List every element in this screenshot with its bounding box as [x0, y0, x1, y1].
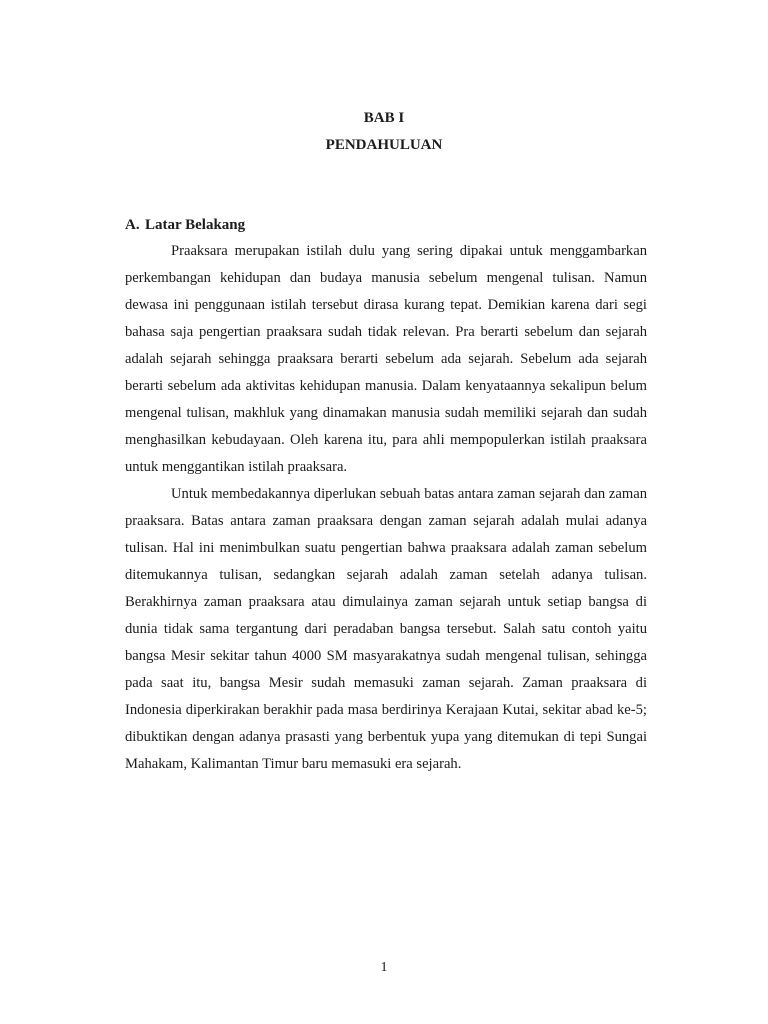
- text-line: perkembangan kehidupan dan budaya manusia sebelum mengenal tulisan. Namun: [125, 270, 647, 286]
- chapter-title: BAB I: [363, 110, 405, 126]
- text-line: Praaksara merupakan istilah dulu yang sering dipakai untuk menggambarkan: [171, 243, 647, 259]
- text-line: Indonesia diperkirakan berakhir pada masa berdirinya Kerajaan Kutai, sekitar abad ke-5;: [125, 702, 647, 718]
- text-line: Berakhirnya zaman praaksara atau dimulainya zaman sejarah untuk setiap bangsa di: [125, 594, 647, 610]
- chapter-subtitle: PENDAHULUAN: [325, 137, 443, 153]
- text-line: berarti sebelum ada aktivitas kehidupan manusia. Dalam kenyataannya sekalipun belum: [125, 378, 647, 394]
- text-line: tulisan. Hal ini menimbulkan suatu pengertian bahwa praaksara adalah zaman sebelum: [125, 540, 647, 556]
- text-line: mengenal tulisan, makhluk yang dinamakan manusia sudah memiliki sejarah dan sudah: [125, 405, 647, 421]
- text-line: menghasilkan kebudayaan. Oleh karena itu, para ahli mempopulerkan istilah praaksara: [125, 432, 647, 448]
- text-line: pada saat itu, bangsa Mesir sudah memasuki zaman sejarah. Zaman praaksara di: [125, 675, 647, 691]
- text-line: dunia tidak sama tergantung dari peradaban bangsa tersebut. Salah satu contoh yaitu: [125, 621, 647, 637]
- text-line: Mahakam, Kalimantan Timur baru memasuki era sejarah.: [125, 756, 462, 772]
- text-line: adalah sejarah sehingga praaksara berarti sebelum ada sejarah. Sebelum ada sejarah: [125, 351, 647, 367]
- text-line: dibuktikan dengan adanya prasasti yang berbentuk yupa yang ditemukan di tepi Sungai: [125, 729, 647, 745]
- text-line: ditemukannya tulisan, sedangkan sejarah adalah zaman setelah adanya tulisan.: [125, 567, 647, 583]
- text-line: praaksara. Batas antara zaman praaksara dengan zaman sejarah adalah mulai adanya: [125, 513, 647, 529]
- section-heading: [125, 217, 245, 234]
- text-line: Untuk membedakannya diperlukan sebuah batas antara zaman sejarah dan zaman: [171, 486, 647, 502]
- text-line: bangsa Mesir sekitar tahun 4000 SM masyarakatnya sudah mengenal tulisan, sehingga: [125, 648, 647, 664]
- section-number: A.: [125, 217, 140, 233]
- text-line: bahasa saja pengertian praaksara sudah tidak relevan. Pra berarti sebelum dan sejarah: [125, 324, 647, 340]
- text-line: dewasa ini penggunaan istilah tersebut dirasa kurang tepat. Demikian karena dari segi: [125, 297, 647, 313]
- page-number: 1: [380, 960, 388, 975]
- text-line: untuk menggantikan istilah praaksara.: [125, 459, 348, 475]
- section-title: Latar Belakang: [145, 217, 246, 233]
